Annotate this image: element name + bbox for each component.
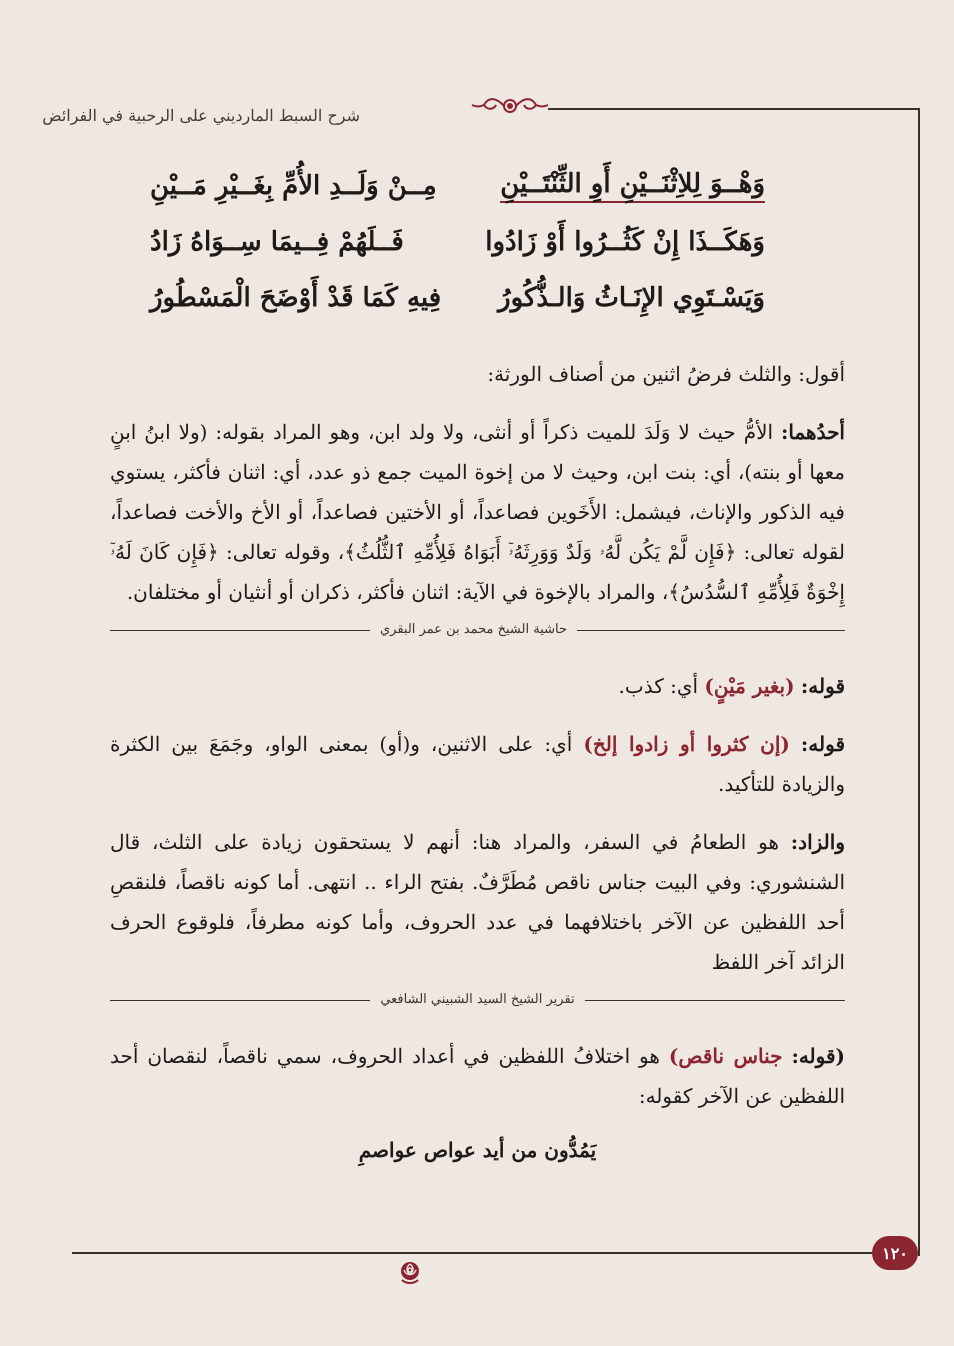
taqrir-divider [110, 982, 845, 1018]
commentary-paragraph [110, 412, 845, 612]
note-quote: جناس ناقص) [668, 1044, 783, 1068]
divider-line [110, 1000, 370, 1001]
hashiya-label: حاشية الشيخ محمد بن عمر البقري [380, 622, 568, 637]
taqrir-note [110, 1036, 845, 1116]
paragraph-lead: أحدُهما: [780, 420, 845, 444]
divider-line [110, 630, 370, 631]
book-title: شرح السبط المارديني على الرحبية في الفرائض [42, 106, 360, 125]
verse-first-hemistich: وَيَسْـتَوِي الإِنَـاثُ وَالـذُّكُورُ [498, 283, 765, 313]
note-quote: (بغير مَيْنٍ) [704, 674, 795, 698]
verse-second-hemistich: فَــلَهُمْ فِــيمَا سِــوَاهُ زَادُ [150, 227, 404, 257]
note-lead: قوله: [800, 732, 845, 756]
poem-verse [150, 158, 765, 214]
verse-second-hemistich: مِــنْ وَلَــدِ الأُمِّ بِغَــيْرِ مَــيْنِ [150, 171, 437, 201]
page-number: ١٢٠ [872, 1236, 918, 1270]
hashiya-note [110, 724, 845, 804]
hashiya-divider [110, 612, 845, 648]
note-body: أي: كذب. [618, 674, 705, 698]
poem-verse [150, 270, 765, 326]
note-lead: والزاد: [790, 830, 845, 854]
note-quote: (إن كثروا أو زادوا إلخ) [583, 732, 790, 756]
page-frame-top [548, 108, 920, 110]
note-lead: (قوله: [791, 1044, 846, 1068]
divider-line [577, 630, 845, 631]
floral-ornament-icon [470, 93, 550, 119]
commentary-intro: أقول: والثلث فرضُ اثنين من أصناف الورثة: [487, 362, 845, 386]
page-frame-bottom [72, 1252, 872, 1254]
page-frame-right [918, 108, 920, 1256]
divider-line [585, 1000, 845, 1001]
verse-first-hemistich: وَهَكَــذَا إِنْ كَثُــرُوا أَوْ زَادُوا [485, 227, 765, 257]
note-body: هو اختلافُ اللفظين في أعداد الحروف، سمي ناقصاً، لنقصان أحد اللفظين عن الآخر كقوله: [110, 1044, 845, 1108]
poem-verse [150, 214, 765, 270]
taqrir-label: تقرير الشيخ السيد الشبيني الشافعي [380, 992, 575, 1007]
hashiya-note [110, 822, 845, 982]
note-body: أي: على الاثنين، و(أو) بمعنى الواو، وجَمَعَ بين الكثرة والزيادة للتأكيد. [110, 732, 845, 796]
note-body: هو الطعامُ في السفر، والمراد هنا: أنهم لا يستحقون زيادة على الثلث، قال الشنشوري: وفي البيت جناس ناقص مُطَرَّفٌ. بفتح الراء .. انتهى. أما كونه ناقصاً، فلنقصِ أحد اللفظين عن الآخر باختلافهما في عدد الحروف، وأما كونه مطرفاً، فلوقوع الحرف الزائد آخر اللفظ [110, 830, 845, 974]
verse-first-hemistich: وَهْــوَ لِلاِثْنَــيْنِ أَوِ الثِّنْتَــيْنِ [500, 169, 765, 203]
quoted-verse: يَمُدُّون من أيد عواص عواصمِ [358, 1138, 597, 1162]
hashiya-note [110, 666, 845, 706]
main-content [110, 354, 845, 1170]
paragraph-body: الأمُّ حيث لا وَلَدَ للميت ذكراً أو أنثى، ولا ولد ابن، وهو المراد بقوله: (ولا ابنُ ابنٍ معها أو بنته)، أي: بنت ابن، وحيث لا من إخوة الميت جمع ذو عدد، أي: اثنان فأكثر، يستوي فيه الذكور والإناث، فيشمل: الأَخَوين فصاعداً، أو الأختين فصاعداً، أو الأخ والأخت فصاعداً، لقوله تعالى: ﴿فَإِن لَّمْ يَكُن لَّهُۥ وَلَدٌ وَوَرِثَهُۥٓ أَبَوَاهُ فَلِأُمِّهِ ٱلثُّلُثُ﴾، وقوله تعالى: ﴿فَإِن كَانَ لَهُۥٓ إِخْوَةٌ فَلِأُمِّهِ ٱلسُّدُسُ﴾، والمراد بالإخوة في الآية: اثنان فأكثر، ذكران أو أنثيان أو مختلفان. [110, 420, 845, 604]
rose-ornament-icon [394, 1256, 426, 1288]
poem-block [150, 158, 765, 326]
note-lead: قوله: [800, 674, 845, 698]
verse-second-hemistich: فِيهِ كَمَا قَدْ أَوْضَحَ الْمَسْطُورُ [150, 283, 442, 313]
